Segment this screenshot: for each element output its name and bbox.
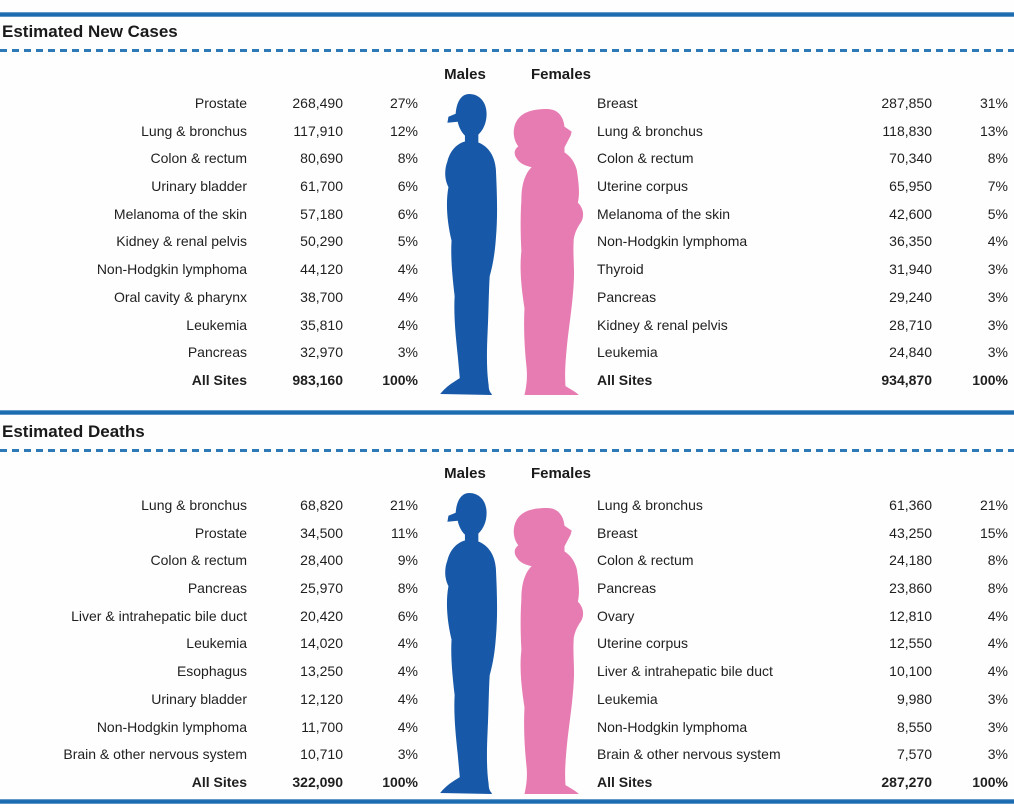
table-row [597,546,1008,574]
table-row [597,768,1008,796]
case-count: 268,490 [292,94,343,111]
table-row [597,228,1008,256]
site-label: Melanoma of the skin [597,205,731,222]
case-count: 29,240 [889,288,932,305]
percent-value: 5% [397,233,418,250]
percent-value: 100% [382,774,418,791]
percent-value: 9% [397,552,418,569]
site-label: Melanoma of the skin [113,205,247,222]
percent-value: 3% [987,316,1008,333]
percent-value: 8% [987,552,1008,569]
table-row [0,657,418,685]
site-label: Kidney & renal pelvis [116,233,247,250]
female-silhouette-icon [506,105,584,397]
table-row [0,546,418,574]
death-count: 61,360 [889,496,932,513]
death-count: 287,270 [881,774,932,791]
site-label: All Sites [191,774,247,791]
percent-value: 4% [397,718,418,735]
divider-middle [0,410,1014,415]
table-row [0,630,418,658]
site-label: Esophagus [176,663,247,680]
table-row [0,519,418,547]
table-row [597,366,1008,394]
site-label: Colon & rectum [597,150,694,167]
percent-value: 3% [397,746,418,763]
case-count: 61,700 [300,178,343,195]
percent-value: 7% [987,178,1008,195]
site-label: Liver & intrahepatic bile duct [597,663,773,680]
case-count: 35,810 [300,316,343,333]
males-column-header: Males [444,66,486,83]
table-row [0,172,418,200]
case-count: 24,840 [889,344,932,361]
site-label: Pancreas [597,580,657,597]
table-row [0,491,418,519]
site-label: Pancreas [187,344,247,361]
percent-value: 8% [397,150,418,167]
deaths-females-table [597,491,1008,796]
dashed-divider [0,49,1014,52]
table-row [0,228,418,256]
table-row [0,366,418,394]
site-label: Colon & rectum [150,552,247,569]
percent-value: 15% [979,524,1008,541]
table-row [597,200,1008,228]
percent-value: 3% [987,718,1008,735]
table-row [597,685,1008,713]
death-count: 10,100 [889,663,932,680]
percent-value: 12% [389,122,418,139]
females-column-header: Females [530,465,592,482]
table-row [597,255,1008,283]
site-label: Lung & bronchus [141,496,247,513]
percent-value: 31% [979,94,1008,111]
table-row [597,89,1008,117]
site-label: Lung & bronchus [141,122,247,139]
case-count: 70,340 [889,150,932,167]
death-count: 23,860 [889,580,932,597]
percent-value: 4% [397,635,418,652]
percent-value: 3% [987,288,1008,305]
case-count: 117,910 [293,122,343,139]
site-label: Leukemia [186,316,247,333]
site-label: Thyroid [597,261,644,278]
percent-value: 4% [397,316,418,333]
site-label: Breast [597,524,638,541]
percent-value: 3% [397,344,418,361]
table-row [0,200,418,228]
table-row [0,740,418,768]
site-label: Brain & other nervous system [63,746,247,763]
percent-value: 4% [987,635,1008,652]
death-count: 34,500 [300,524,343,541]
case-count: 32,970 [300,344,343,361]
case-count: 36,350 [889,233,932,250]
table-row [597,283,1008,311]
percent-value: 100% [972,372,1008,389]
case-count: 65,950 [889,178,932,195]
site-label: Colon & rectum [150,150,247,167]
percent-value: 13% [979,122,1008,139]
table-row [0,713,418,741]
case-count: 28,710 [889,316,932,333]
table-row [0,574,418,602]
percent-value: 3% [987,690,1008,707]
site-label: Kidney & renal pelvis [597,316,728,333]
death-count: 10,710 [300,746,343,763]
site-label: Leukemia [186,635,247,652]
death-count: 28,400 [300,552,343,569]
site-label: All Sites [597,372,653,389]
percent-value: 4% [397,663,418,680]
percent-value: 3% [987,344,1008,361]
site-label: Breast [597,94,638,111]
divider-bottom [0,799,1014,804]
percent-value: 8% [397,580,418,597]
percent-value: 21% [979,496,1008,513]
site-label: Leukemia [597,690,658,707]
female-silhouette-icon [506,504,584,796]
dashed-divider [0,449,1014,452]
case-count: 31,940 [889,261,932,278]
table-row [0,311,418,339]
site-label: Leukemia [597,344,658,361]
death-count: 20,420 [300,607,343,624]
table-row [597,172,1008,200]
divider-top [0,12,1014,17]
table-row [0,338,418,366]
table-row [0,89,418,117]
percent-value: 5% [987,205,1008,222]
table-row [597,602,1008,630]
percent-value: 3% [987,746,1008,763]
death-count: 11,700 [301,718,343,735]
deaths-males-table [0,491,418,796]
percent-value: 6% [397,178,418,195]
death-count: 14,020 [300,635,343,652]
case-count: 287,850 [881,94,932,111]
table-row [0,117,418,145]
table-row [597,713,1008,741]
site-label: Non-Hodgkin lymphoma [597,718,748,735]
site-label: Pancreas [187,580,247,597]
table-row [597,519,1008,547]
new-cases-males-table [0,89,418,394]
percent-value: 4% [987,233,1008,250]
death-count: 7,570 [896,746,932,763]
case-count: 57,180 [300,205,343,222]
case-count: 118,830 [882,122,932,139]
case-count: 42,600 [889,205,932,222]
percent-value: 11% [391,524,418,541]
table-row [597,630,1008,658]
new-cases-females-table [597,89,1008,394]
site-label: Non-Hodgkin lymphoma [96,261,247,278]
percent-value: 6% [397,607,418,624]
site-label: Liver & intrahepatic bile duct [71,607,247,624]
percent-value: 4% [397,690,418,707]
table-row [0,144,418,172]
table-row [597,117,1008,145]
site-label: Colon & rectum [597,552,694,569]
percent-value: 3% [987,261,1008,278]
death-count: 68,820 [300,496,343,513]
percent-value: 8% [987,150,1008,167]
case-count: 50,290 [300,233,343,250]
site-label: All Sites [191,372,247,389]
male-silhouette-icon [434,92,500,397]
percent-value: 100% [382,372,418,389]
table-row [597,338,1008,366]
death-count: 322,090 [292,774,343,791]
site-label: Prostate [194,94,247,111]
percent-value: 4% [987,663,1008,680]
site-label: Non-Hodgkin lymphoma [597,233,748,250]
table-row [597,574,1008,602]
death-count: 12,550 [889,635,932,652]
site-label: Ovary [597,607,635,624]
table-row [597,311,1008,339]
site-label: Urinary bladder [151,690,247,707]
section-title-deaths: Estimated Deaths [2,422,145,441]
site-label: Oral cavity & pharynx [113,288,247,305]
death-count: 43,250 [889,524,932,541]
case-count: 44,120 [300,261,343,278]
death-count: 13,250 [300,663,343,680]
table-row [0,255,418,283]
site-label: Uterine corpus [597,635,689,652]
case-count: 38,700 [300,288,343,305]
percent-value: 27% [389,94,418,111]
percent-value: 8% [987,580,1008,597]
males-column-header: Males [444,465,486,482]
percent-value: 6% [397,205,418,222]
percent-value: 4% [987,607,1008,624]
site-label: Brain & other nervous system [597,746,781,763]
male-silhouette-icon [434,491,500,796]
site-label: Prostate [194,524,247,541]
site-label: Non-Hodgkin lymphoma [96,718,247,735]
death-count: 24,180 [889,552,932,569]
case-count: 934,870 [881,372,932,389]
section-title-new-cases: Estimated New Cases [2,22,178,41]
site-label: Pancreas [597,288,657,305]
case-count: 983,160 [292,372,343,389]
site-label: Urinary bladder [151,178,247,195]
death-count: 9,980 [896,690,932,707]
site-label: Uterine corpus [597,178,689,195]
table-row [0,602,418,630]
percent-value: 4% [397,261,418,278]
site-label: All Sites [597,774,653,791]
table-row [597,657,1008,685]
death-count: 12,120 [300,690,343,707]
site-label: Lung & bronchus [597,122,703,139]
site-label: Lung & bronchus [597,496,703,513]
percent-value: 21% [389,496,418,513]
percent-value: 4% [397,288,418,305]
death-count: 25,970 [300,580,343,597]
percent-value: 100% [972,774,1008,791]
table-row [0,685,418,713]
table-row [0,768,418,796]
table-row [0,283,418,311]
case-count: 80,690 [300,150,343,167]
table-row [597,491,1008,519]
table-row [597,144,1008,172]
females-column-header: Females [530,66,592,83]
table-row [597,740,1008,768]
death-count: 8,550 [896,718,932,735]
death-count: 12,810 [889,607,932,624]
